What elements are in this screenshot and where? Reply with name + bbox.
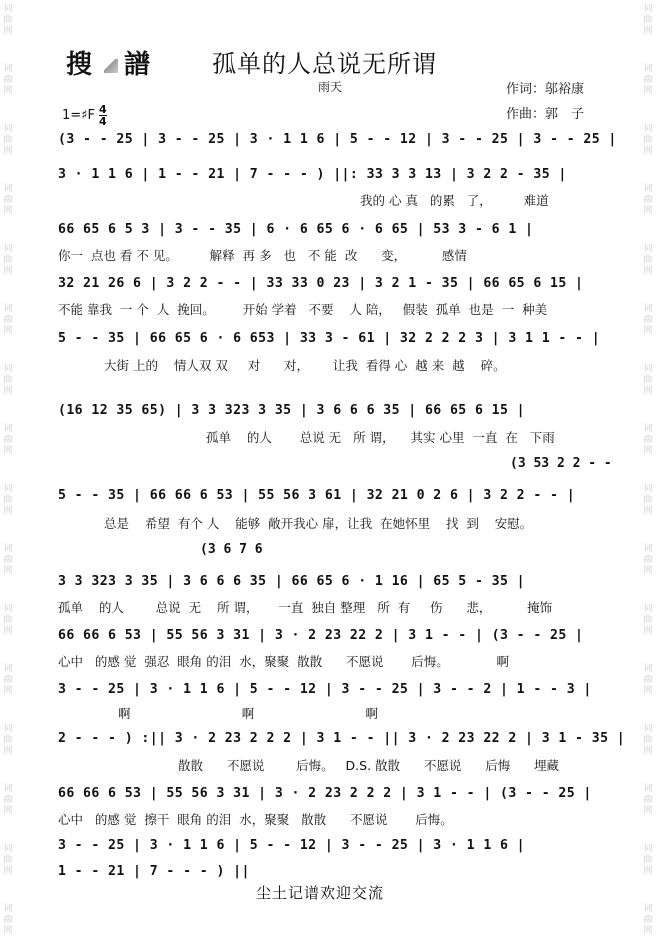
watermark-text: 词 曲 网 [643,244,653,276]
song-title: 孤单的人总说无所谓 [212,50,437,78]
lyric-line: 散散 不愿说 后悔。 D.S. 散散 不愿说 后悔 埋藏 [178,758,560,773]
watermark-text: 词 曲 网 [643,124,653,156]
lyric-line: 大街 上的 情人双 双 对 对， 让我 看得 心 越 来 越 碎。 [104,358,506,373]
notation-row: 5 - - 35 | 66 66 6 53 | 55 56 3 61 | 32 21 0 2 6 | 3 2 2 - - | [58,488,576,503]
watermark-text: 词 曲 网 [3,424,13,456]
lyric-line: 不能 靠我 一 个 人 挽回。 开始 学着 不要 人 陪， 假装 孤单 也是 一 种美 [58,302,548,317]
notation-row: 3 3 323 3 35 | 3 6 6 6 35 | 66 65 6 · 1 16 | 65 5 - 35 | [58,574,526,589]
watermark-text: 词 曲 网 [643,664,653,696]
lyric-line: 总是 希望 有个 人 能够 敞开我心 扉，让我 在她怀里 找 到 安慰。 [104,516,533,531]
watermark-text: 词 曲 网 [643,364,653,396]
lyric-line: 啊 啊 啊 [118,706,379,721]
lyricist-credit: 作词：邬裕康 [506,82,585,97]
lyric-line: 孤单 的人 总说 无 所 谓， 其实 心里 一直 在 下雨 [206,430,555,445]
watermark-text: 词 曲 网 [643,4,653,36]
watermark-text: 词 曲 网 [3,544,13,576]
logo-brush-icon [104,59,118,73]
lyric-line: 心中 的感 觉 擦干 眼角 的泪 水，聚聚 散散 不愿说 后悔。 [58,812,453,827]
watermark-text: 词 曲 网 [643,64,653,96]
composer-credit: 作曲：郭 子 [506,107,585,122]
watermark-text: 词 曲 网 [643,844,653,876]
fill-phrase: (3 6 7 6 [200,542,263,557]
watermark-text: 词 曲 网 [3,364,13,396]
watermark-text: 词 曲 网 [3,484,13,516]
watermark-text: 词 曲 网 [643,724,653,756]
watermark-text: 词 曲 网 [3,724,13,756]
watermark-text: 词 曲 网 [3,4,13,36]
watermark-text: 词 曲 网 [643,784,653,816]
watermark-text: 词 曲 网 [3,604,13,636]
watermark-text: 词 曲 网 [643,604,653,636]
watermark-text: 词 曲 网 [3,664,13,696]
notation-row: 5 - - 35 | 66 65 6 · 6 653 | 33 3 - 61 | 32 2 2 2 3 | 3 1 1 - - | [58,331,601,346]
notation-row: 66 66 6 53 | 55 56 3 31 | 3 · 2 23 2 2 2 | 3 1 - - | (3 - - 25 | [58,786,592,801]
watermark-text: 词 曲 网 [3,184,13,216]
right-watermark-strip [640,0,656,939]
lyric-line: 孤单 的人 总说 无 所 谓， 一直 独自 整理 所 有 伤 悲， 掩饰 [58,600,553,615]
key-signature: 1=♯F $\frac{4}{4}$ [62,103,107,128]
watermark-text: 词 曲 网 [3,844,13,876]
watermark-text: 词 曲 网 [3,784,13,816]
watermark-text: 词 曲 网 [3,904,13,936]
notation-row: 3 · 1 1 6 | 1 - - 21 | 7 - - - ) ||: 33 3 3 13 | 3 2 2 - 35 | [58,167,567,182]
notation-row: 66 65 6 5 3 | 3 - - 35 | 6 · 6 65 6 · 6 65 | 53 3 - 6 1 | [58,222,534,237]
notation-row: 1 - - 21 | 7 - - - ) || [58,864,250,879]
watermark-text: 词 曲 网 [643,184,653,216]
watermark-text: 词 曲 网 [3,304,13,336]
watermark-text: 词 曲 网 [3,64,13,96]
notation-row: 32 21 26 6 | 3 2 2 - - | 33 33 0 23 | 3 2 1 - 35 | 66 65 6 15 | [58,276,584,291]
notation-row: 3 - - 25 | 3 · 1 1 6 | 5 - - 12 | 3 - - 25 | 3 - - 2 | 1 - - 3 | [58,682,592,697]
notation-row: (16 12 35 65) | 3 3 323 3 35 | 3 6 6 6 35 | 66 65 6 15 | [58,403,526,418]
site-logo: 搜 譜 [66,50,157,80]
watermark-text: 词 曲 网 [3,124,13,156]
lyric-line: 心中 的感 觉 强忍 眼角 的泪 水，聚聚 散散 不愿说 后悔。 啊 [58,654,509,669]
singer-name: 雨天 [318,80,343,94]
fill-phrase: (3 53 2 2 - - [510,456,612,471]
notation-row: (3 - - 25 | 3 - - 25 | 3 · 1 1 6 | 5 - - 12 | 3 - - 25 | 3 - - 25 | [58,132,617,147]
footer-note: 尘土记谱欢迎交流 [256,884,385,902]
left-watermark-strip [0,0,16,939]
time-signature: $\frac{4}{4}$ [98,103,107,128]
watermark-text: 词 曲 网 [643,424,653,456]
notation-row: 66 66 6 53 | 55 56 3 31 | 3 · 2 23 22 2 | 3 1 - - | (3 - - 25 | [58,628,584,643]
watermark-text: 词 曲 网 [643,484,653,516]
lyric-line: 我的 心 真 的累 了， 难道 [360,193,549,208]
notation-row: 2 - - - ) :|| 3 · 2 23 2 2 2 | 3 1 - - || 3 · 2 23 22 2 | 3 1 - 35 | [58,731,626,746]
watermark-text: 词 曲 网 [3,244,13,276]
watermark-text: 词 曲 网 [643,544,653,576]
watermark-text: 词 曲 网 [643,304,653,336]
lyric-line: 你一 点也 看 不 见。 解释 再 多 也 不 能 改 变， 感情 [58,248,467,263]
notation-row: 3 - - 25 | 3 · 1 1 6 | 5 - - 12 | 3 - - 25 | 3 · 1 1 6 | [58,838,526,853]
watermark-text: 词 曲 网 [643,904,653,936]
